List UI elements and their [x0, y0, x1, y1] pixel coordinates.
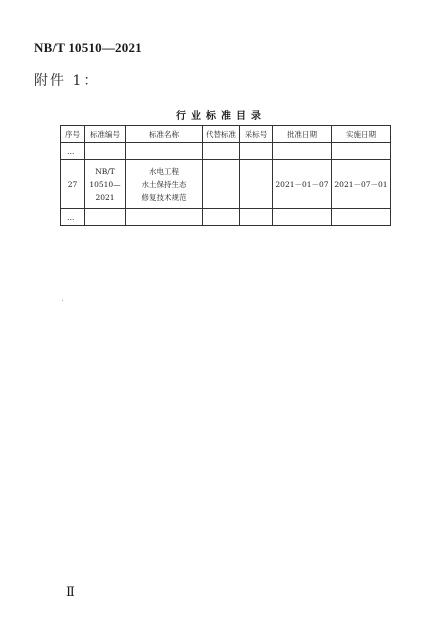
column-header-effective-date: 实施日期: [332, 126, 391, 143]
column-header-seq: 序号: [61, 126, 85, 143]
column-header-standard-number: 标准编号: [85, 126, 126, 143]
column-header-approval-date: 批准日期: [273, 126, 332, 143]
row-replaced-standard: [203, 160, 240, 209]
table-header-row: [61, 126, 391, 143]
scan-speck: [62, 300, 63, 301]
column-header-replaced-standard: 代替标准: [203, 126, 240, 143]
standards-catalog-table: [60, 125, 391, 226]
page-number: Ⅱ: [66, 584, 75, 599]
row-seq: 27: [61, 160, 85, 209]
column-header-adopted-number: 采标号: [240, 126, 273, 143]
ellipsis-cell: …: [61, 209, 85, 226]
row-standard-number: [85, 160, 126, 209]
table-row-ellipsis-bottom: [61, 209, 391, 226]
standard-name-line: 水土保持生态: [141, 179, 187, 189]
standard-number-line: NB/T: [95, 166, 115, 176]
column-header-standard-name: 标准名称: [126, 126, 203, 143]
attachment-label: 附件 1：: [34, 73, 100, 89]
row-standard-name: [126, 160, 203, 209]
ellipsis-cell: …: [61, 143, 85, 160]
standard-name-line: 水电工程: [149, 166, 179, 176]
table-row: [61, 160, 391, 209]
table-row-ellipsis-top: [61, 143, 391, 160]
standard-number-line: 10510—: [89, 179, 121, 189]
standard-number: NB/T 10510—2021: [34, 40, 142, 55]
standard-number-line: 2021: [95, 192, 115, 202]
row-adopted-number: [240, 160, 273, 209]
row-effective-date: 2021－07－01: [332, 160, 391, 209]
table-title: 行业标准目录: [176, 111, 266, 122]
row-approval-date: 2021－01－07: [273, 160, 332, 209]
standard-name-line: 修复技术规范: [141, 192, 187, 202]
